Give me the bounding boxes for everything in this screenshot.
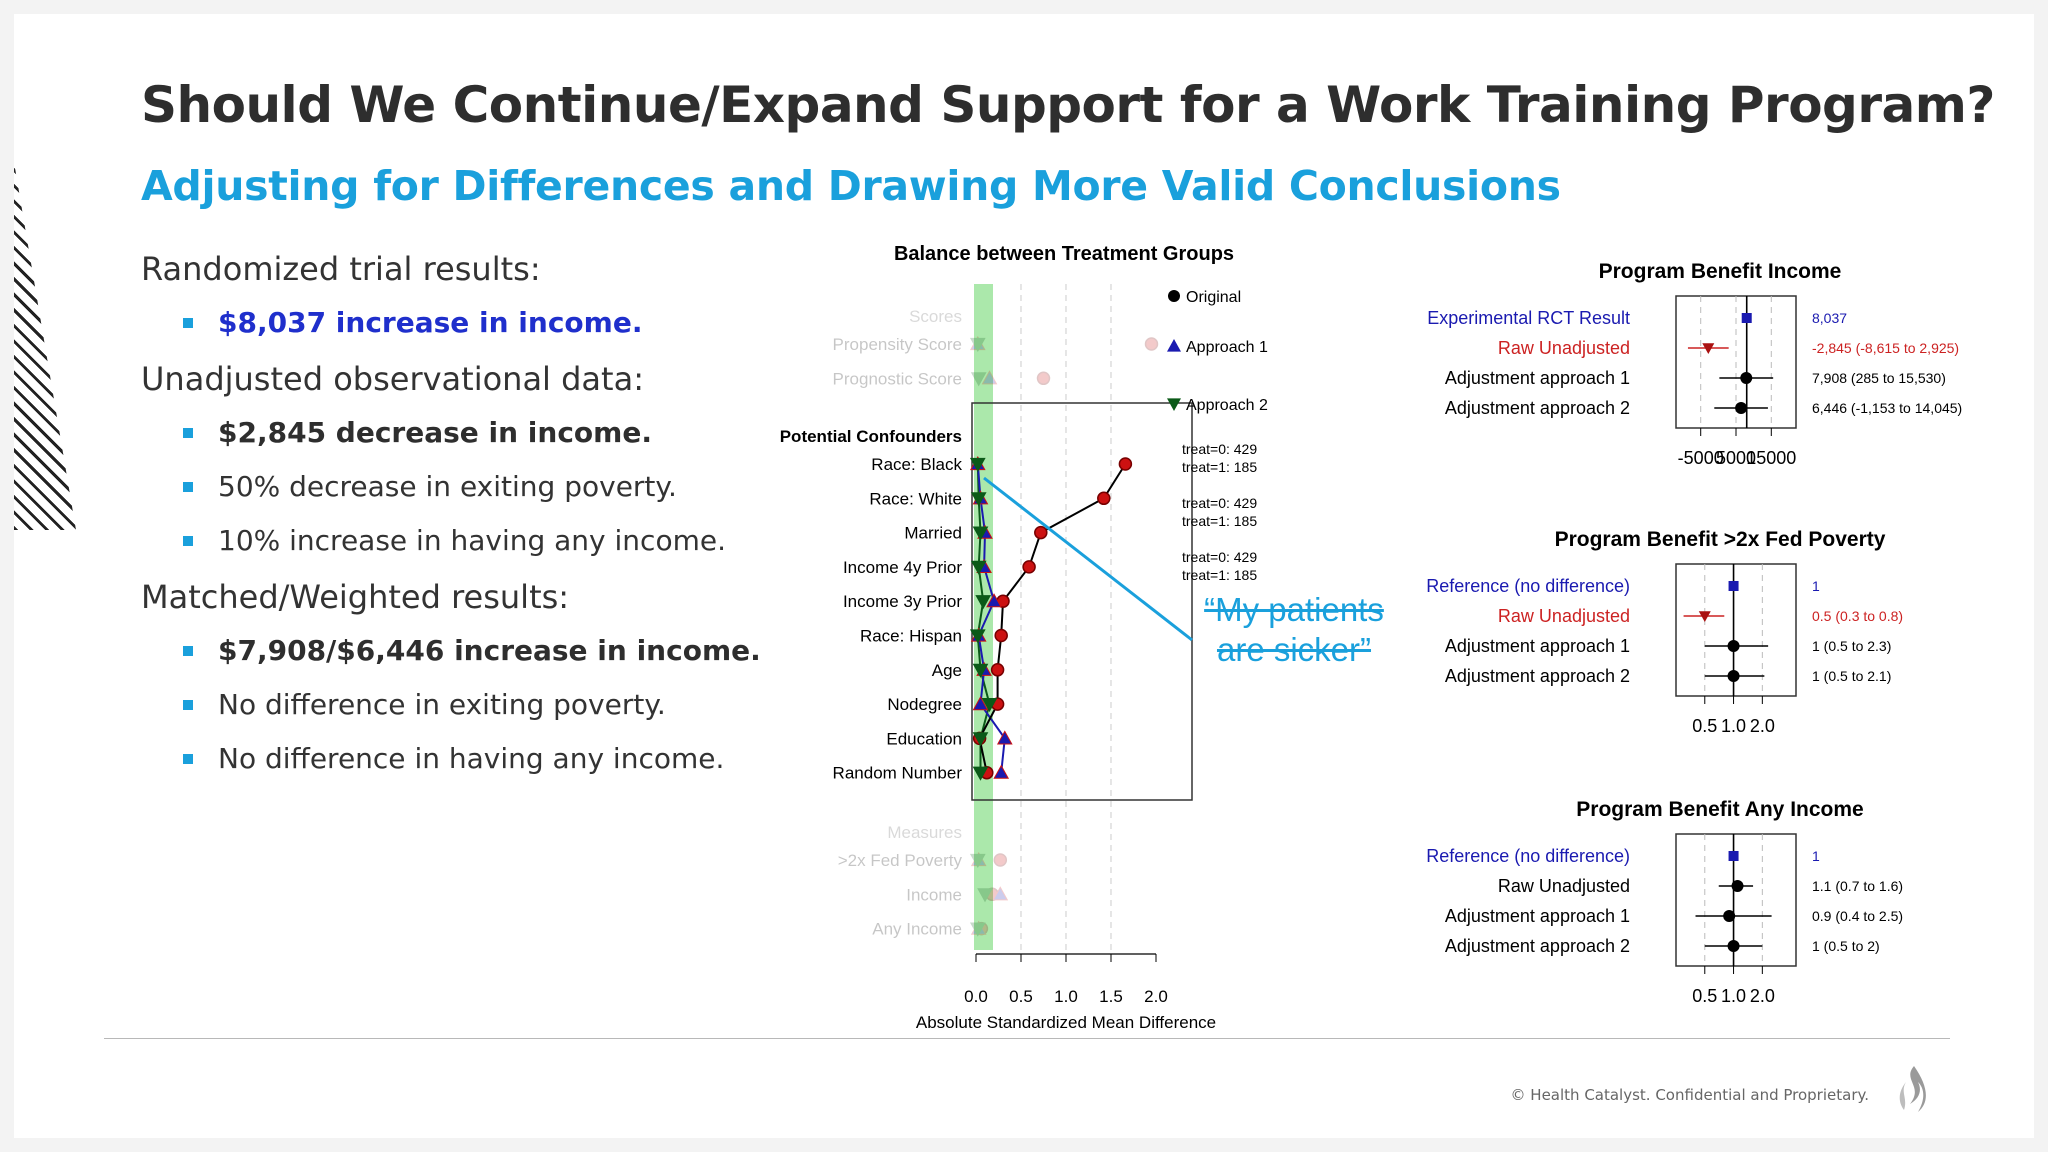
covariate-label: Nodegree — [887, 695, 962, 715]
legend-label: Original — [1186, 289, 1242, 306]
forest-row-label: Adjustment approach 1 — [1444, 906, 1630, 926]
forest-row-label: Raw Unadjusted — [1497, 876, 1630, 896]
forest-point — [1728, 670, 1740, 682]
forest-tick-label: 1.0 — [1721, 986, 1747, 1006]
section-heading: Matched/Weighted results: — [141, 578, 570, 616]
sample-size: treat=0: 429 — [1182, 549, 1258, 565]
footer-divider — [104, 1038, 1950, 1039]
original-point — [1119, 458, 1131, 470]
forest-value: 1 (0.5 to 2) — [1812, 938, 1880, 954]
covariate-label: Age — [931, 660, 962, 680]
slide — [14, 14, 2034, 1138]
forest-point — [1729, 851, 1739, 861]
forest-tick-label: 0.5 — [1692, 986, 1718, 1006]
series-line-original — [980, 464, 1126, 773]
group-header: Scores — [909, 307, 962, 326]
x-axis-label: Absolute Standardized Mean Difference — [915, 1013, 1217, 1032]
covariate-label: Income 4y Prior — [842, 557, 962, 577]
forest-point — [1740, 372, 1752, 384]
forest-row-label: Raw Unadjusted — [1497, 606, 1630, 626]
x-tick-label: 2.0 — [1144, 987, 1168, 1006]
forest-value: -2,845 (-8,615 to 2,925) — [1812, 340, 1960, 356]
forest-row-label: Adjustment approach 1 — [1444, 636, 1630, 656]
flame-logo-icon — [1894, 1064, 1934, 1120]
x-tick-label: 0.0 — [964, 987, 988, 1006]
approach1-point — [998, 731, 1012, 744]
forest-point — [1735, 402, 1747, 414]
forest-tick-label: -5000 — [1677, 448, 1724, 468]
slide-subtitle: Adjusting for Differences and Drawing More Valid Conclusions — [141, 162, 1561, 210]
covariate-label: Race: Hispan — [859, 626, 962, 646]
sample-size: treat=1: 185 — [1182, 513, 1258, 529]
annotation-text: “My patients are sicker” — [1204, 591, 1384, 668]
sample-size: treat=1: 185 — [1182, 459, 1258, 475]
forest-tick-label: 2.0 — [1749, 986, 1775, 1006]
forest-row-label: Adjustment approach 2 — [1444, 936, 1630, 956]
forest-row-label: Reference (no difference) — [1426, 576, 1630, 596]
sample-size: treat=0: 429 — [1182, 441, 1258, 457]
chart-title: Balance between Treatment Groups — [893, 243, 1235, 265]
covariate-label: Propensity Score — [832, 335, 962, 354]
legend-marker — [1167, 339, 1181, 352]
forest-tick-label: 0.5 — [1692, 716, 1718, 736]
forest-point — [1728, 640, 1740, 652]
forest-title: Program Benefit >2x Fed Poverty — [1554, 528, 1886, 551]
legend-label: Approach 2 — [1186, 397, 1268, 414]
forest-panel — [1426, 798, 1903, 1006]
forest-point — [1723, 910, 1735, 922]
forest-point — [1728, 940, 1740, 952]
section-heading: Randomized trial results: — [141, 250, 541, 288]
annotation-pointer — [984, 478, 1192, 640]
group-header: Potential Confounders — [779, 427, 962, 446]
forest-row-label: Adjustment approach 2 — [1444, 398, 1630, 418]
forest-value: 1 — [1812, 848, 1820, 864]
forest-value: 6,446 (-1,153 to 14,045) — [1812, 400, 1963, 416]
covariate-label: >2x Fed Poverty — [837, 851, 962, 870]
findings-list — [141, 250, 761, 796]
approach1-point — [994, 766, 1008, 779]
forest-row-label: Raw Unadjusted — [1497, 338, 1630, 358]
forest-value: 0.9 (0.4 to 2.5) — [1812, 908, 1904, 924]
forest-panel — [1426, 528, 1903, 736]
x-tick-label: 0.5 — [1009, 987, 1033, 1006]
covariate-label: Education — [886, 729, 962, 749]
original-point — [1146, 338, 1158, 350]
forest-panel — [1427, 260, 1962, 468]
bullet-item: $8,037 increase in income. — [141, 296, 761, 350]
covariate-label: Random Number — [832, 763, 962, 783]
forest-value: 1 (0.5 to 2.1) — [1812, 668, 1892, 684]
bullet-item: No difference in exiting poverty. — [141, 678, 761, 732]
section-heading: Unadjusted observational data: — [141, 360, 644, 398]
original-point — [994, 854, 1006, 866]
covariate-label: Income — [906, 885, 962, 905]
x-tick-label: 1.0 — [1054, 987, 1078, 1006]
balance-group — [833, 307, 1158, 388]
original-point — [992, 664, 1004, 676]
forest-row-label: Adjustment approach 1 — [1444, 368, 1630, 388]
forest-tick-label: 2.0 — [1749, 716, 1775, 736]
original-point — [1035, 527, 1047, 539]
bullet-item: $7,908/$6,446 increase in income. — [141, 624, 761, 678]
covariate-label: Income 3y Prior — [842, 592, 962, 612]
forest-value: 8,037 — [1812, 310, 1848, 326]
original-point — [995, 630, 1007, 642]
forest-point — [1742, 313, 1752, 323]
bullet-list — [141, 624, 761, 786]
forest-row-label: Adjustment approach 2 — [1444, 666, 1630, 686]
decorative-stripes — [14, 162, 76, 530]
forest-value: 7,908 (285 to 15,530) — [1812, 370, 1946, 386]
slide-title: Should We Continue/Expand Support for a Work Training Program? — [141, 76, 1995, 134]
bullet-item: $2,845 decrease in income. — [141, 406, 761, 460]
forest-plots — [1394, 242, 2014, 1042]
copyright-text: © Health Catalyst. Confidential and Proprietary. — [1510, 1086, 1869, 1104]
bullet-item: 10% increase in having any income. — [141, 514, 761, 568]
group-header: Measures — [887, 823, 962, 842]
original-point — [1038, 372, 1050, 384]
legend-marker — [1168, 290, 1180, 302]
forest-point — [1729, 581, 1739, 591]
forest-value: 0.5 (0.3 to 0.8) — [1812, 608, 1904, 624]
forest-tick-label: 1.0 — [1721, 716, 1747, 736]
original-point — [1098, 492, 1110, 504]
sample-size: treat=0: 429 — [1182, 495, 1258, 511]
forest-title: Program Benefit Income — [1598, 260, 1842, 283]
bullet-list — [141, 296, 761, 350]
sample-size: treat=1: 185 — [1182, 567, 1258, 583]
forest-value: 1 — [1812, 578, 1820, 594]
forest-row-label: Reference (no difference) — [1426, 846, 1630, 866]
covariate-label: Any Income — [872, 919, 962, 939]
covariate-label: Race: White — [869, 489, 962, 509]
original-point — [1023, 561, 1035, 573]
forest-point — [1732, 880, 1744, 892]
forest-title: Program Benefit Any Income — [1576, 798, 1864, 821]
x-tick-label: 1.5 — [1099, 987, 1123, 1006]
bullet-list — [141, 406, 761, 568]
bullet-item: No difference in having any income. — [141, 732, 761, 786]
forest-tick-label: 5000 — [1715, 448, 1757, 468]
forest-value: 1.1 (0.7 to 1.6) — [1812, 878, 1904, 894]
legend-label: Approach 1 — [1186, 339, 1268, 356]
bullet-item: 50% decrease in exiting poverty. — [141, 460, 761, 514]
covariate-label: Prognostic Score — [832, 369, 962, 389]
covariate-label: Race: Black — [871, 455, 962, 474]
forest-value: 1 (0.5 to 2.3) — [1812, 638, 1892, 654]
covariate-label: Married — [904, 523, 962, 543]
forest-tick-label: 15000 — [1746, 448, 1797, 468]
legend-marker — [1167, 398, 1181, 411]
forest-row-label: Experimental RCT Result — [1427, 308, 1630, 328]
